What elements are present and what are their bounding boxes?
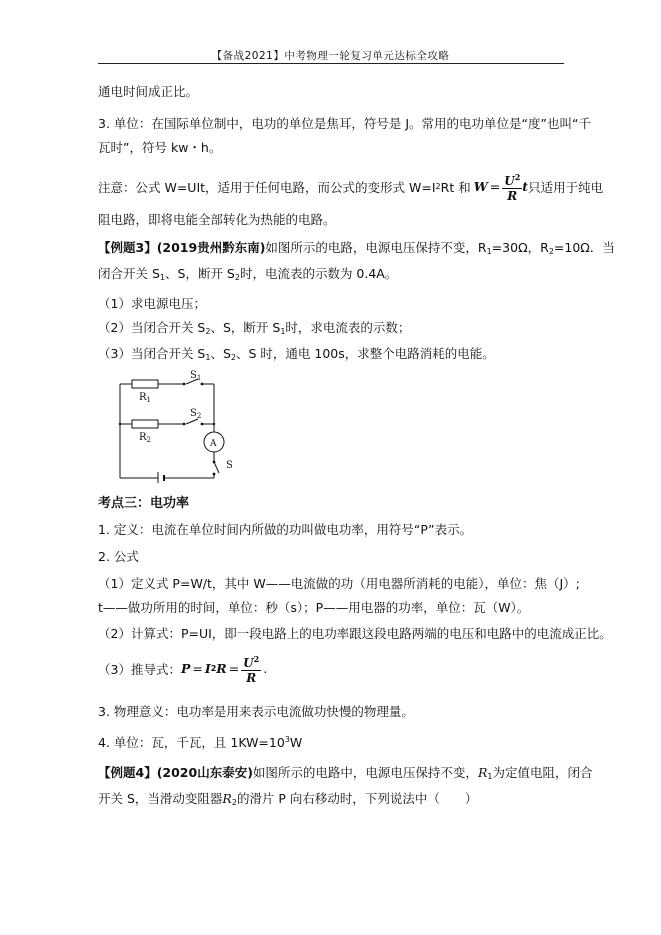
math-op: = bbox=[489, 179, 501, 194]
header-rule bbox=[98, 63, 564, 64]
label-s2: $S_2$ bbox=[190, 408, 202, 420]
numerator: $U^2$ bbox=[504, 172, 521, 188]
question-1: （1）求电源电压； bbox=[98, 296, 206, 311]
label-r1: $R_1$ bbox=[139, 392, 151, 404]
text-line: 3. 物理意义：电功率是用来表示电流做功快慢的物理量。 bbox=[98, 704, 414, 719]
math-var: R bbox=[216, 661, 227, 676]
superscript: 2 bbox=[435, 182, 441, 191]
label-s1: $S_1$ bbox=[190, 370, 202, 382]
example-3-line: 【例题3】(2019贵州黔东南)如图所示的电路，电源电压保持不变，$R_1=30\Omega$，$R_2=10\Omega$．当 bbox=[98, 240, 615, 256]
label-s: S bbox=[226, 460, 233, 471]
example-label: 【例题4】 bbox=[98, 765, 157, 780]
text-line: t——做功所用的时间，单位：秒（s）；P——用电器的功率，单位：瓦（W）。 bbox=[98, 600, 530, 615]
math-var: t bbox=[522, 179, 529, 194]
math-var: I bbox=[204, 661, 211, 676]
question-3: （3）当闭合开关 $S_1$、$S_2$、S 时，通电 100s，求整个电路消耗的电能。 bbox=[98, 346, 495, 362]
text-line: 瓦时”，符号 kw・h。 bbox=[98, 140, 222, 155]
text-span: 只适用于纯电 bbox=[528, 179, 604, 195]
text-span: Rt 和 bbox=[440, 179, 471, 195]
text-line: 通电时间成正比。 bbox=[98, 84, 199, 99]
circuit-diagram bbox=[110, 368, 250, 483]
text-line: 闭合开关 $S_1$、S，断开 $S_2$时，电流表的示数为 0.4A。 bbox=[98, 266, 398, 282]
denominator: R bbox=[507, 189, 518, 203]
example-4-line: 【例题4】(2020山东泰安)如图所示的电路中，电源电压保持不变，$R_1$为定值电阻，闭合 bbox=[98, 765, 593, 781]
text-span: . bbox=[263, 661, 268, 676]
math-op: = bbox=[228, 661, 240, 676]
example-source: (2020山东泰安) bbox=[156, 765, 253, 780]
question-2: （2）当闭合开关 $S_2$、S，断开 $S_1$时，求电流表的示数； bbox=[98, 320, 411, 336]
text-line: 1. 定义：电流在单位时间内所做的功叫做电功率，用符号“P”表示。 bbox=[98, 522, 473, 537]
switch-s bbox=[214, 462, 219, 473]
example-label: 【例题3】 bbox=[98, 240, 157, 255]
page-header: 【备战2021】中考物理一轮复习单元达标全攻略 bbox=[211, 50, 450, 62]
label-r2: $R_2$ bbox=[139, 432, 151, 444]
resistor-r2 bbox=[132, 420, 158, 428]
superscript: 2 bbox=[210, 664, 217, 673]
formula-note bbox=[98, 170, 603, 203]
text-span: （3）推导式： bbox=[98, 661, 181, 677]
example-source: (2019贵州黔东南) bbox=[156, 240, 266, 255]
derived-formula bbox=[98, 652, 267, 685]
denominator: R bbox=[246, 671, 257, 685]
text-line: （1）定义式 P=W/t，其中 W——电流做的功（用电器所消耗的电能），单位：焦（J）; bbox=[98, 576, 580, 591]
numerator: $U^2$ bbox=[243, 654, 260, 670]
text-line: 2. 公式 bbox=[98, 549, 139, 564]
text-span: =30Ω，R bbox=[491, 240, 549, 255]
text-line: 4. 单位：瓦，千瓦，且 $1KW=10^3W$ bbox=[98, 735, 303, 750]
text-span: 注意：公式 W=UIt，适用于任何电路，而公式的变形式 W=I bbox=[98, 179, 436, 195]
resistor-r1 bbox=[132, 380, 158, 388]
math-var: P bbox=[180, 661, 191, 676]
text-line: 3. 单位：在国际单位制中，电功的单位是焦耳，符号是 J。常用的电功单位是“度”也叫“千 bbox=[98, 116, 591, 131]
text-span: 如图所示的电路，电源电压保持不变，R bbox=[265, 240, 487, 255]
text-line: 阻电路，即将电能全部转化为热能的电路。 bbox=[98, 212, 336, 227]
text-span: =10Ω．当 bbox=[553, 240, 615, 255]
text-line: 开关 S，当滑动变阻器$R_2$的滑片 P 向右移动时，下列说法中（ ） bbox=[98, 791, 478, 807]
fraction bbox=[502, 170, 522, 203]
math-var: W bbox=[473, 179, 488, 194]
section-heading: 考点三：电功率 bbox=[98, 496, 190, 511]
fraction bbox=[241, 652, 261, 685]
math-op: = bbox=[192, 661, 203, 676]
label-ammeter: A bbox=[210, 439, 217, 449]
text-line: （2）计算式：P=UI，即一段电路上的电功率跟这段电路两端的电压和电路中的电流成正比。 bbox=[98, 626, 612, 641]
